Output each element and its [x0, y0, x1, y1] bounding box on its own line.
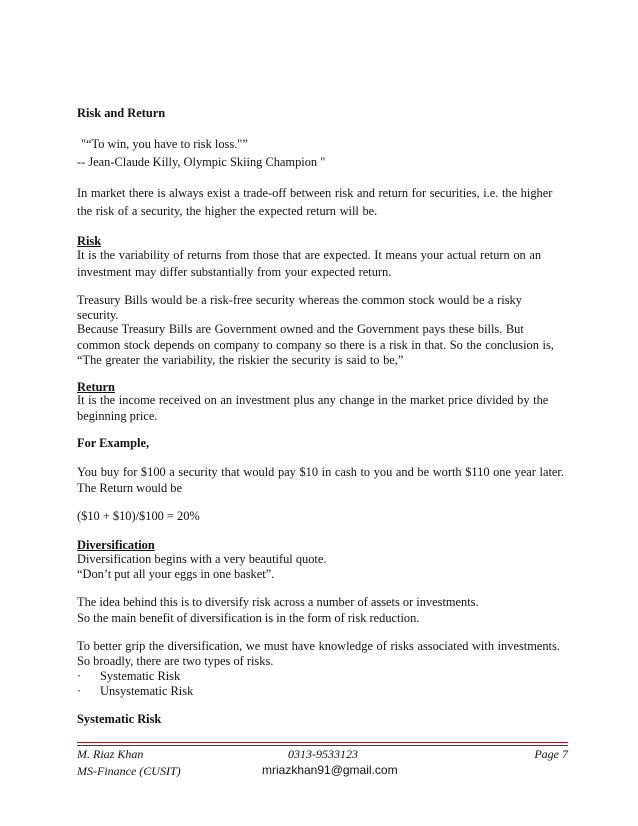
grip-line-2: So broadly, there are two types of risks. [77, 654, 274, 668]
example-line-1: You buy for $100 a security that would pay $10 in cash to you and be worth $110 one year later. [77, 465, 564, 479]
diversification-line-1: Diversification begins with a very beautiful quote. [77, 552, 327, 566]
diversification-line-2: “Don’t put all your eggs in one basket”. [77, 567, 275, 581]
document-title: Risk and Return [77, 106, 166, 120]
intro-line-2: the risk of a security, the higher the expected return will be. [77, 204, 378, 218]
footer-author: M. Riaz Khan [77, 747, 144, 761]
example-line-2: The Return would be [77, 481, 182, 495]
treasury-line-1: Treasury Bills would be a risk-free security whereas the common stock would be a risky [77, 293, 522, 307]
risk-line-2: investment may differ substantially from your expected return. [77, 265, 392, 279]
footer-page-number: Page 7 [534, 747, 568, 761]
footer-phone: 0313-9533123 [288, 747, 358, 761]
footer-rule-inner [77, 745, 568, 746]
diversification-heading: Diversification [77, 538, 155, 552]
example-heading: For Example, [77, 436, 150, 450]
risk-line-1: It is the variability of returns from those that are expected. It means your actual return on an [77, 248, 542, 262]
because-line-2: common stock depends on company to company so there is a risk in that. So the conclusion is, [77, 338, 554, 352]
quote-author: -- Jean-Claude Killy, Olympic Skiing Champion " [77, 155, 326, 169]
systematic-risk-heading: Systematic Risk [77, 712, 162, 726]
return-heading: Return [77, 380, 115, 394]
idea-line-2: So the main benefit of diversification is in the form of risk reduction. [77, 611, 420, 625]
idea-line-1: The idea behind this is to diversify risk across a number of assets or investments. [77, 595, 479, 609]
bullet-item-1: Systematic Risk [100, 669, 181, 683]
quote-line: "“To win, you have to risk loss."” [81, 137, 248, 151]
bullet-item-2: Unsystematic Risk [100, 684, 194, 698]
treasury-line-2: security. [77, 308, 119, 322]
intro-line-1: In market there is always exist a trade-off between risk and return for securities, i.e. the higher [77, 186, 553, 200]
grip-line-1: To better grip the diversification, we must have knowledge of risks associated with investments. [77, 639, 560, 653]
because-line-3: “The greater the variability, the riskier the security is said to be,” [77, 353, 404, 367]
because-line-1: Because Treasury Bills are Government owned and the Government pays these bills. But [77, 322, 524, 336]
footer-rule [77, 742, 568, 743]
return-line-1: It is the income received on an investment plus any change in the market price divided by the [77, 393, 549, 407]
footer-degree: MS-Finance (CUSIT) [77, 764, 181, 778]
risk-heading: Risk [77, 234, 102, 248]
bullet-marker-2: · [77, 684, 82, 698]
bullet-marker-1: · [77, 669, 82, 683]
return-formula: ($10 + $10)/$100 = 20% [77, 509, 200, 523]
return-line-2: beginning price. [77, 409, 158, 423]
footer-email: mriazkhan91@gmail.com [262, 763, 398, 777]
